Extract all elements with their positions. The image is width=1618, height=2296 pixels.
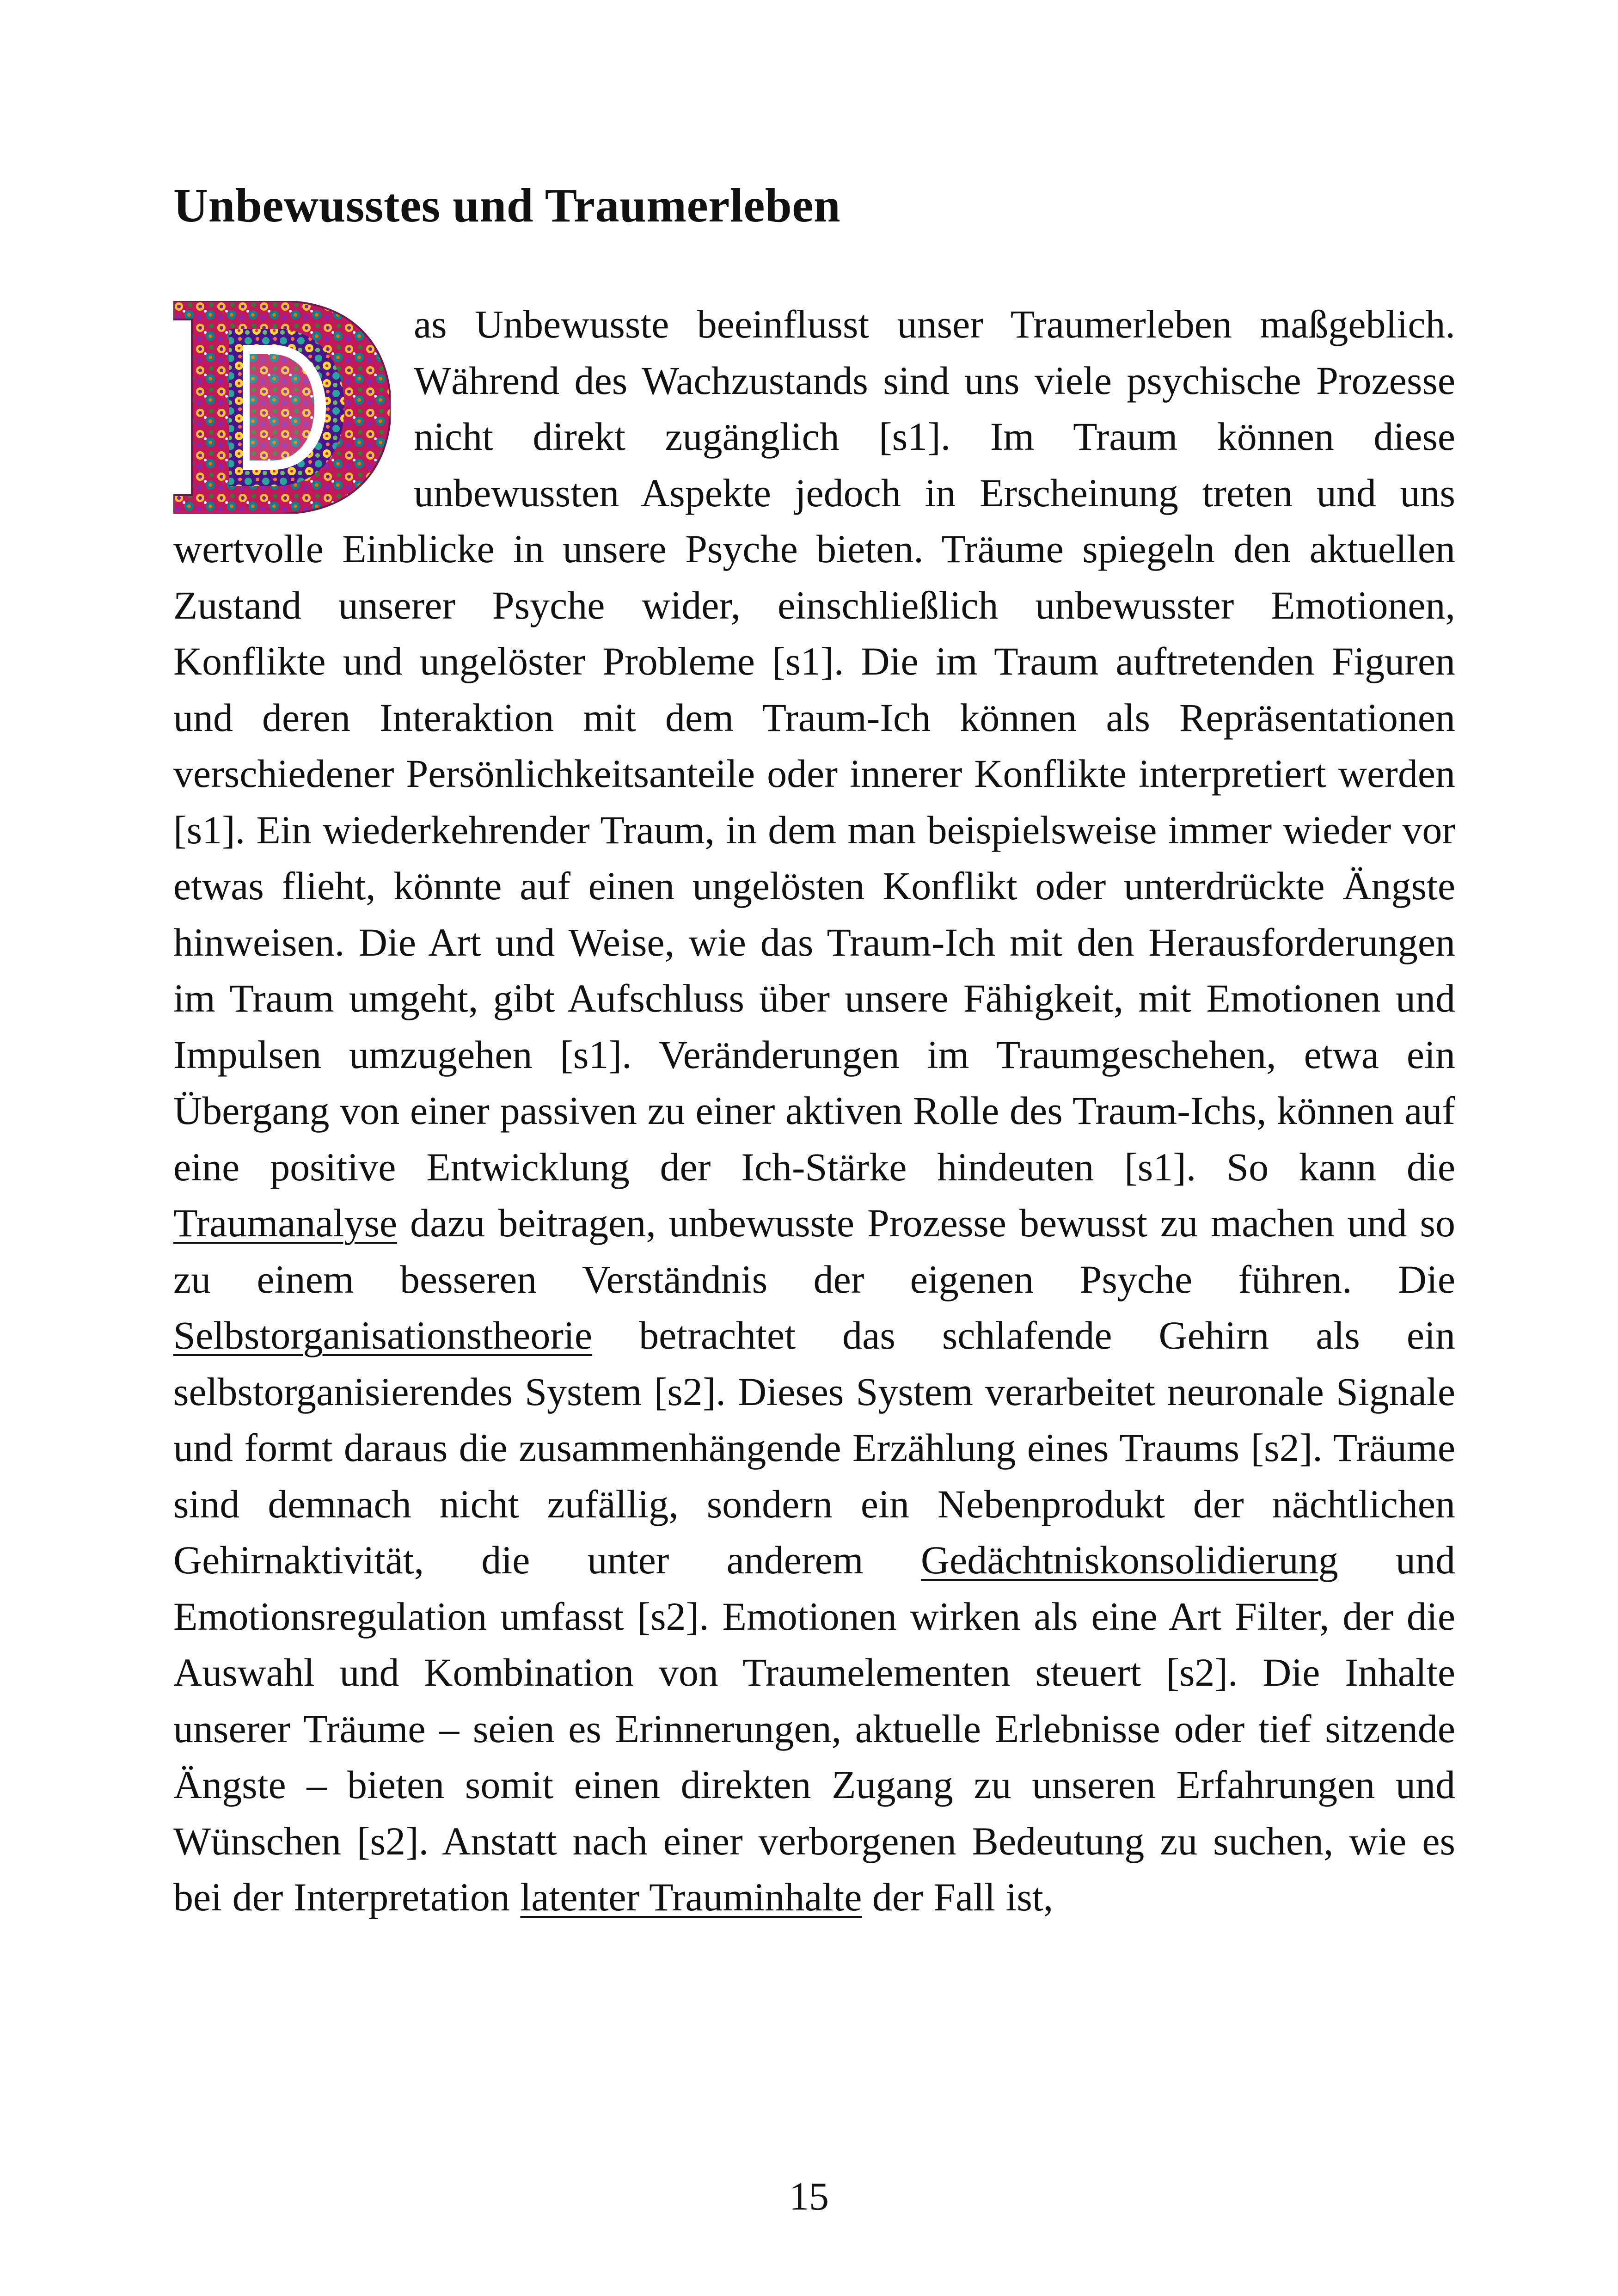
section-heading: Unbewusstes und Traumerleben bbox=[173, 179, 841, 232]
paragraph-text: as Unbewusste beeinflusst unser Traumerleben maßgeblich. Während des Wachzustands sind uns viele psychische Prozesse nicht direkt zugänglich [s1]. Im Traum können diese unbewussten Aspekte jedoch in Erscheinung treten und uns wertvolle Einblicke in unsere Psyche bieten. Träume spiegeln den aktuellen Zustand unserer Psyche wider, einschließlich unbewusster Emotionen, Konflikte und ungelöster Probleme [s1]. Die im Traum auftretenden Figuren und deren Interaktion mit dem Traum-Ich können als Repräsentationen verschiedener Persönlichkeitsanteile oder innerer Konflikte interpretiert werden [s1]. Ein wiederkehrender Traum, in dem man beispielsweise immer wieder vor etwas flieht, könnte auf einen ungelösten Konflikt oder unterdrückte Ängste hinweisen. Die Art und Weise, wie das Traum-Ich mit den Herausforderungen im Traum umgeht, gibt Aufschluss über unsere Fähigkeit, mit Emotionen und Impulsen umzugehen [s1]. Veränderungen im Traumgeschehen, etwa ein Übergang von einer passiven zu einer aktiven Rolle des Traum-Ichs, können auf eine positive Entwicklung der Ich-Stärke hindeuten [s1]. So kann die bbox=[173, 302, 1455, 1189]
term-gedaechtniskonsolidierung: Gedächtniskonsolidierung bbox=[920, 1538, 1338, 1582]
paragraph-text: und Emotionsregulation umfasst [s2]. Emotionen wirken als eine Art Filter, der die Auswahl und Kombination von Traumelementen steuert [s2]. Die Inhalte unserer Träume – seien es Erinnerungen, aktuelle Erlebnisse oder tief sitzende Ängste – bieten somit einen direkten Zugang zu unseren Erfahrungen und Wünschen [s2]. Anstatt nach einer verborgenen Bedeutung zu suchen, wie es bei der Interpretation bbox=[173, 1538, 1456, 1919]
paragraph-text: der Fall ist, bbox=[862, 1875, 1054, 1919]
paragraph-text: betrachtet das schlafende Gehirn als ein selbstorganisierendes System [s2]. Dieses System verarbeitet neuronale Signale und formt daraus die zusammenhängende Erzählung eines Traums [s2]. Träume sind demnach nicht zufällig, sondern ein Nebenprodukt der nächtlichen Gehirnaktivität, die unter anderem bbox=[173, 1313, 1455, 1582]
page-number: 15 bbox=[789, 2174, 829, 2218]
term-latenter-trauminhalte: latenter Trauminhalte bbox=[520, 1875, 862, 1919]
body-paragraph bbox=[173, 296, 1455, 1926]
term-selbstorganisationstheorie: Selbstorganisationstheorie bbox=[173, 1313, 593, 1357]
paragraph-text: dazu beitragen, unbewusste Prozesse bewusst zu machen und so zu einem besseren Verständnis der eigenen Psyche führen. Die bbox=[173, 1201, 1455, 1301]
decorative-dropcap-d bbox=[173, 301, 391, 514]
dropcap-illustration bbox=[173, 301, 391, 514]
term-traumanalyse: Traumanalyse bbox=[173, 1201, 398, 1245]
